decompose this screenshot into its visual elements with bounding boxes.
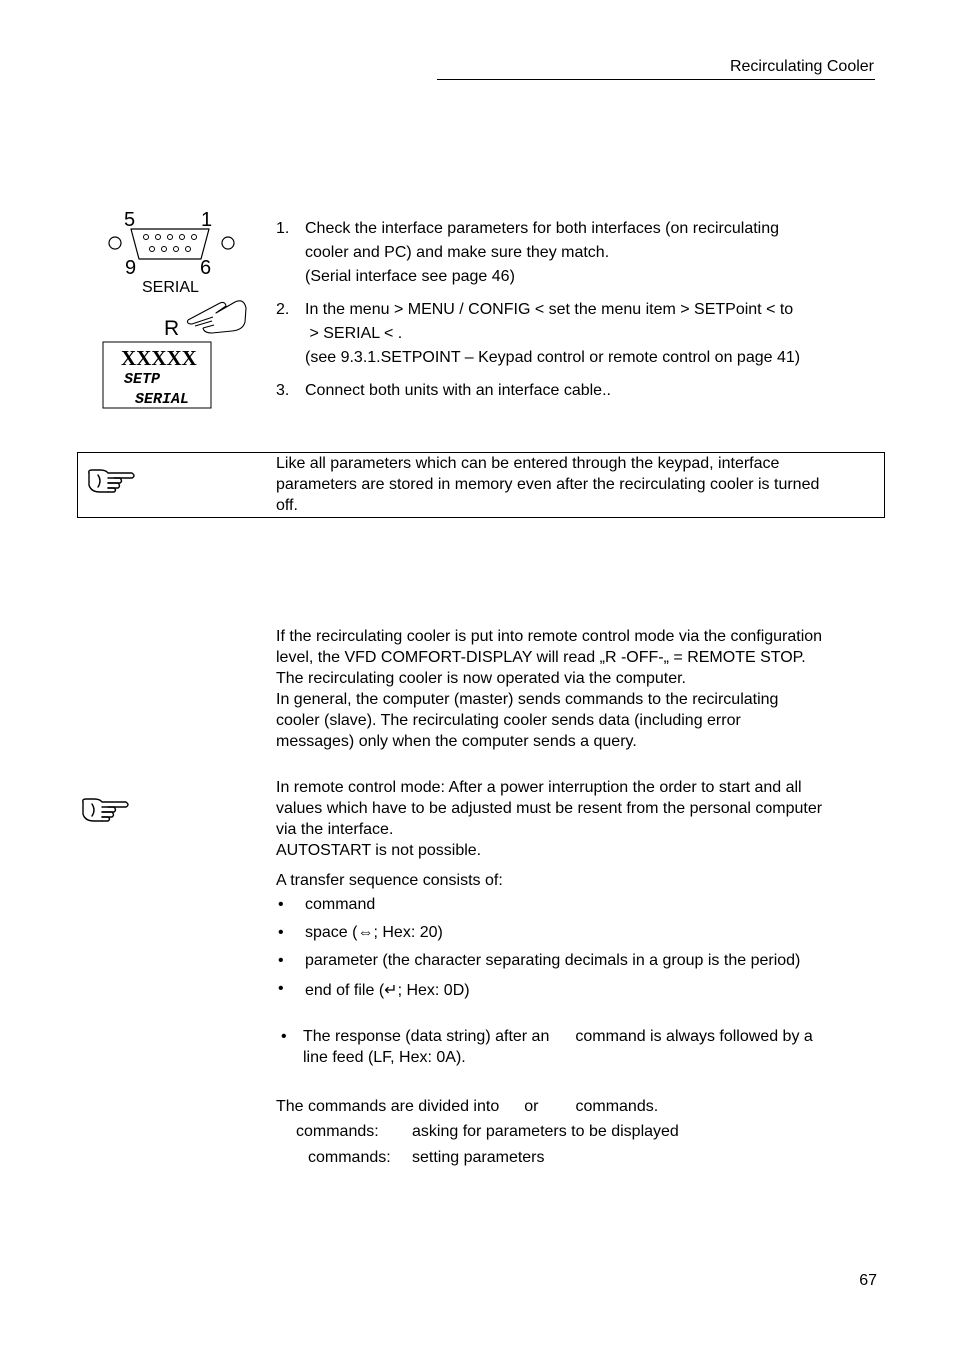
- serial-label: SERIAL: [142, 279, 199, 296]
- setup-steps: [276, 217, 876, 412]
- step-line: In the menu > MENU / CONFIG < set the menu item > SETPoint < to: [305, 301, 794, 318]
- pointing-hand-icon: [188, 301, 247, 333]
- list-item: • parameter (the character separating decimals in a group is the period): [278, 952, 801, 969]
- step-line: > SERIAL < .: [305, 325, 403, 342]
- para-line: values which have to be adjusted must be resent from the personal computer: [276, 800, 823, 817]
- para-line: cooler (slave). The recirculating cooler sends data (including error: [276, 712, 741, 729]
- response-note: [281, 1026, 881, 1068]
- out-commands-desc: asking for parameters to be displayed: [412, 1123, 679, 1140]
- step-3: [276, 379, 876, 403]
- step-line: Check the interface parameters for both interfaces (on recirculating: [305, 220, 780, 237]
- step-line: cooler and PC) and make sure they match.: [305, 244, 610, 261]
- step-line: (see 9.3.1.SETPOINT – Keypad control or remote control on page 41): [305, 349, 801, 366]
- para-line: In general, the computer (master) sends commands to the recirculating: [276, 691, 779, 708]
- step-line: Connect both units with an interface cable..: [305, 382, 611, 399]
- out-commands-label: commands:: [296, 1123, 379, 1140]
- para-line: AUTOSTART is not possible.: [276, 842, 482, 859]
- para-line: If the recirculating cooler is put into remote control mode via the configuration: [276, 628, 823, 645]
- para-line: messages) only when the computer sends a query.: [276, 733, 637, 750]
- response-text-b: command is always followed by a: [575, 1028, 813, 1045]
- transfer-intro: A transfer sequence consists of:: [276, 872, 503, 889]
- display-line2: SETP: [124, 371, 161, 388]
- header-rule: [437, 79, 875, 80]
- running-header: Recirculating Cooler: [729, 58, 874, 75]
- note-line: Like all parameters which can be entered through the keypad, interface: [276, 455, 780, 472]
- serial-connector-figure: [100, 200, 260, 415]
- step-number: 3.: [276, 382, 290, 399]
- remote-key-label: R: [164, 317, 180, 340]
- note-line: parameters are stored in memory even after the recirculating cooler is turned: [276, 476, 820, 493]
- in-commands-label: commands:: [308, 1149, 391, 1166]
- in-commands-desc: setting parameters: [412, 1149, 545, 1166]
- note-text: [276, 453, 876, 516]
- note-line: off.: [276, 497, 298, 514]
- db9-connector-icon: [100, 200, 260, 415]
- display-line1: XXXXX: [121, 346, 197, 370]
- pin-label-5: 5: [124, 209, 136, 231]
- list-item: • end of file (↵; Hex: 0D): [278, 980, 470, 999]
- pin-label-6: 6: [200, 257, 212, 279]
- step-number: 1.: [276, 220, 290, 237]
- remote-mode-paragraph: [276, 626, 881, 752]
- para-line: via the interface.: [276, 821, 394, 838]
- list-item: • space (⇔; Hex: 20): [278, 924, 443, 941]
- pointing-hand-icon: [80, 796, 130, 829]
- pin-label-9: 9: [125, 257, 137, 279]
- step-2: [276, 298, 876, 370]
- transfer-list: [276, 896, 876, 1008]
- note-box: [77, 452, 885, 518]
- pin-label-1: 1: [201, 209, 213, 231]
- response-text-c: line feed (LF, Hex: 0A).: [303, 1049, 466, 1066]
- list-item: • command: [278, 896, 376, 913]
- display-line3: SERIAL: [135, 391, 190, 408]
- step-1: [276, 217, 876, 289]
- commands-intro: The commands are divided into or commands.: [276, 1098, 659, 1115]
- bullet-dot: •: [281, 1028, 287, 1045]
- para-line: The recirculating cooler is now operated via the computer.: [276, 670, 686, 687]
- pointing-hand-icon: [86, 467, 136, 500]
- page-number: 67: [859, 1272, 877, 1289]
- para-line: level, the VFD COMFORT-DISPLAY will read „R -OFF-„ = REMOTE STOP.: [276, 649, 806, 666]
- response-text-a: The response (data string) after an: [303, 1028, 550, 1045]
- para-line: In remote control mode: After a power interruption the order to start and all: [276, 779, 802, 796]
- step-line: (Serial interface see page 46): [305, 268, 515, 285]
- power-interruption-paragraph: [276, 777, 881, 861]
- step-number: 2.: [276, 301, 290, 318]
